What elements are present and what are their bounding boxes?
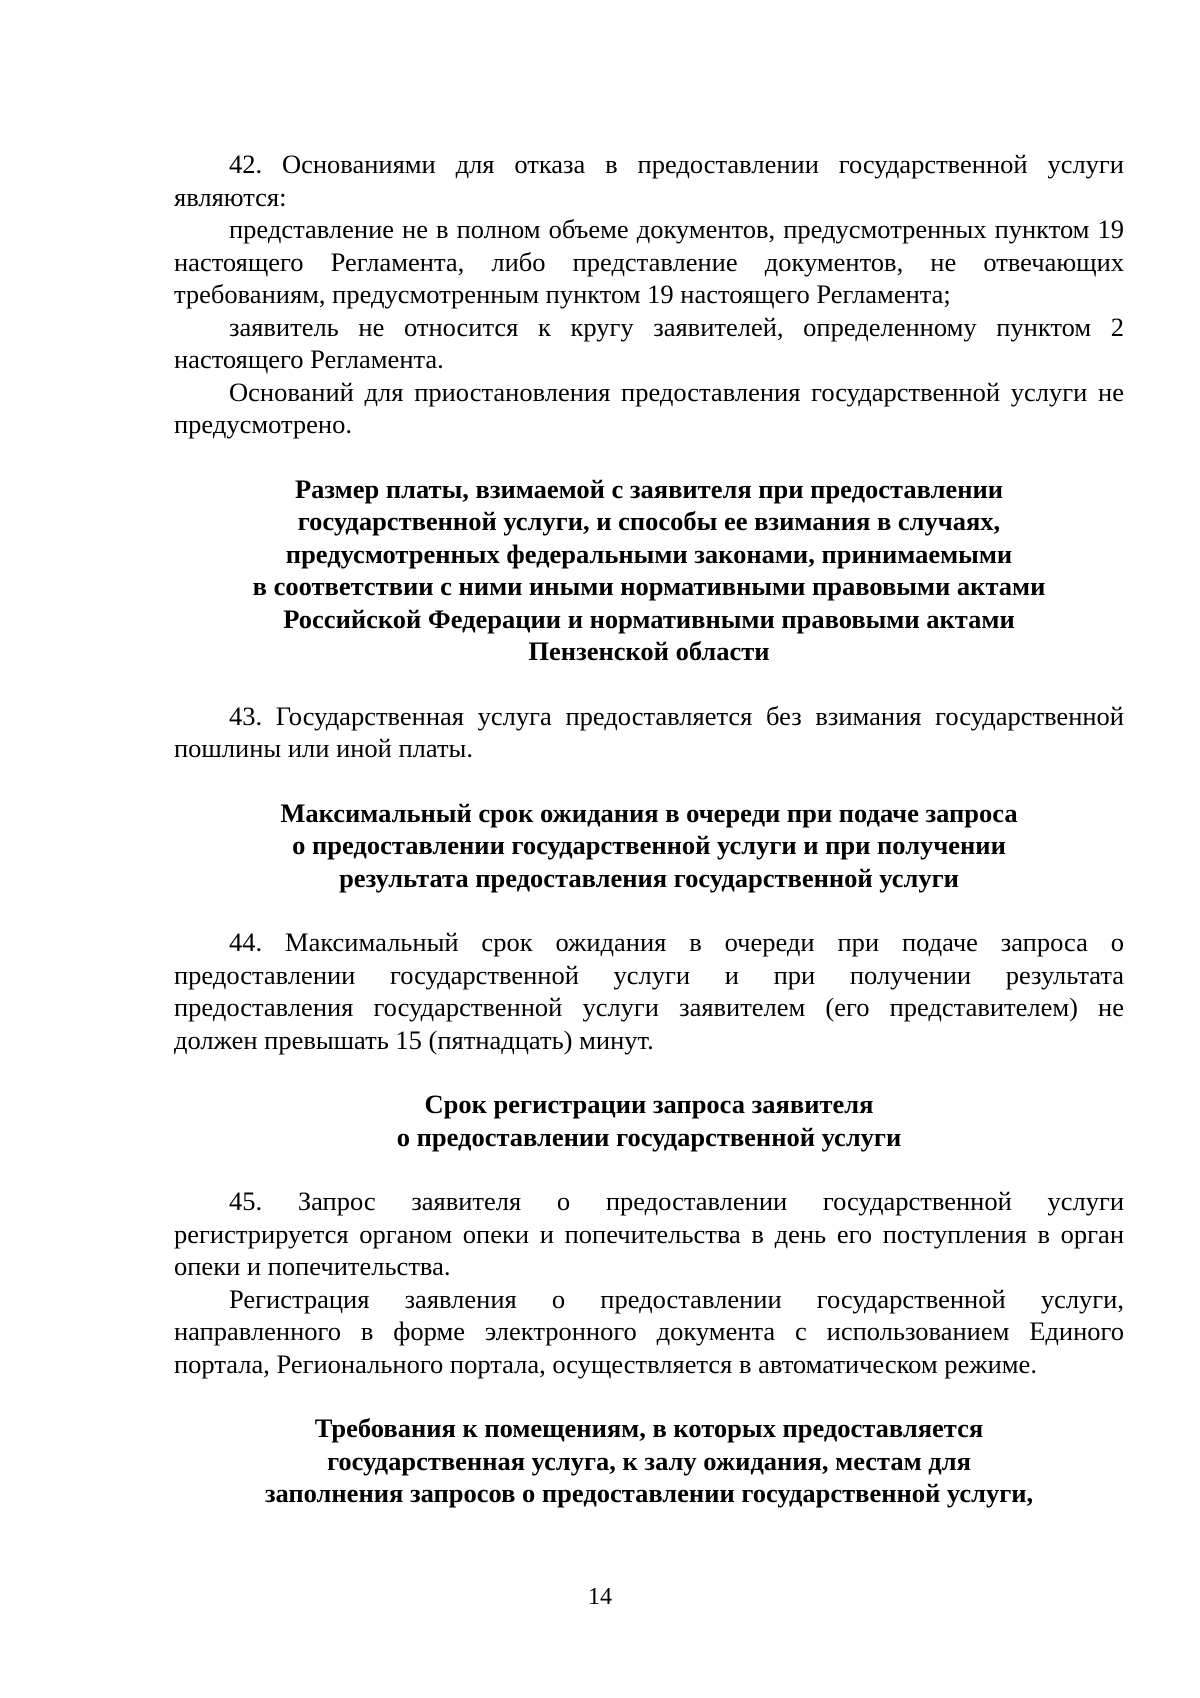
heading-queue-line: результата предоставления государственной услуги [339,862,959,893]
heading-fee-line: Российской Федерации и нормативными правовыми актами [283,603,1015,634]
heading-registration-line: о предоставлении государственной услуги [396,1121,902,1152]
heading-queue-line: о предоставлении государственной услуги и при получении [292,830,1006,860]
heading-premises [174,1412,1124,1510]
heading-premises-line: Требования к помещениям, в которых предоставляется [314,1413,984,1443]
paragraph-45-electronic: Регистрация заявления о предоставлении государственной услуги, направленного в форме электронного документа с использованием Единого портала, Регионального портала, осуществляется в автоматическом режиме. [174,1283,1124,1379]
heading-queue-line: Максимальный срок ожидания в очереди при подаче запроса [280,797,1018,828]
paragraph-42-suspension: Оснований для приостановления предоставления государственной услуги не предусмотрено. [174,376,1124,439]
page-number: 14 [588,1584,612,1610]
heading-registration-line: Срок регистрации запроса заявителя [424,1089,874,1119]
paragraph-42-intro: 42. Основаниями для отказа в предоставлении государственной услуги являются: [174,149,1124,212]
heading-registration [174,1088,1124,1153]
heading-fee-line: Пензенской области [528,636,770,666]
heading-fee-line: предусмотренных федеральными законами, принимаемыми [285,538,1013,569]
paragraph-43: 43. Государственная услуга предоставляется без взимания государственной пошлины или иной платы. [174,700,1124,763]
heading-premises-line: государственная услуга, к залу ожидания, местам для [327,1445,971,1476]
document-page [174,148,1124,1510]
paragraph-45: 45. Запрос заявителя о предоставлении государственной услуги регистрируется органом опеки и попечительства в день его поступления в орган опеки и попечительства. [174,1186,1124,1281]
heading-queue [174,797,1124,895]
heading-fee [174,473,1124,668]
paragraph-42-item-1: представление не в полном объеме документов, предусмотренных пунктом 19 настоящего Регламента, либо представление документов, не отвечающих требованиям, предусмотренным пунктом 19 настоящего Регламента; [174,214,1124,309]
heading-fee-line: в соответствии с ними иными нормативными правовыми актами [252,571,1046,601]
heading-fee-line: государственной услуги, и способы ее взимания в случаях, [297,506,1001,536]
heading-premises-line: заполнения запросов о предоставлении государственной услуги, [264,1478,1034,1508]
paragraph-44: 44. Максимальный срок ожидания в очереди при подаче запроса о предоставлении государственной услуги и при получении результата предоставления государственной услуги заявителем (его представителем) не должен превышать 15 (пятнадцать) минут. [174,927,1124,1055]
heading-fee-line: Размер платы, взимаемой с заявителя при предоставлении [294,473,1004,504]
paragraph-42-item-2: заявитель не относится к кругу заявителей, определенному пунктом 2 настоящего Регламента. [174,311,1124,374]
